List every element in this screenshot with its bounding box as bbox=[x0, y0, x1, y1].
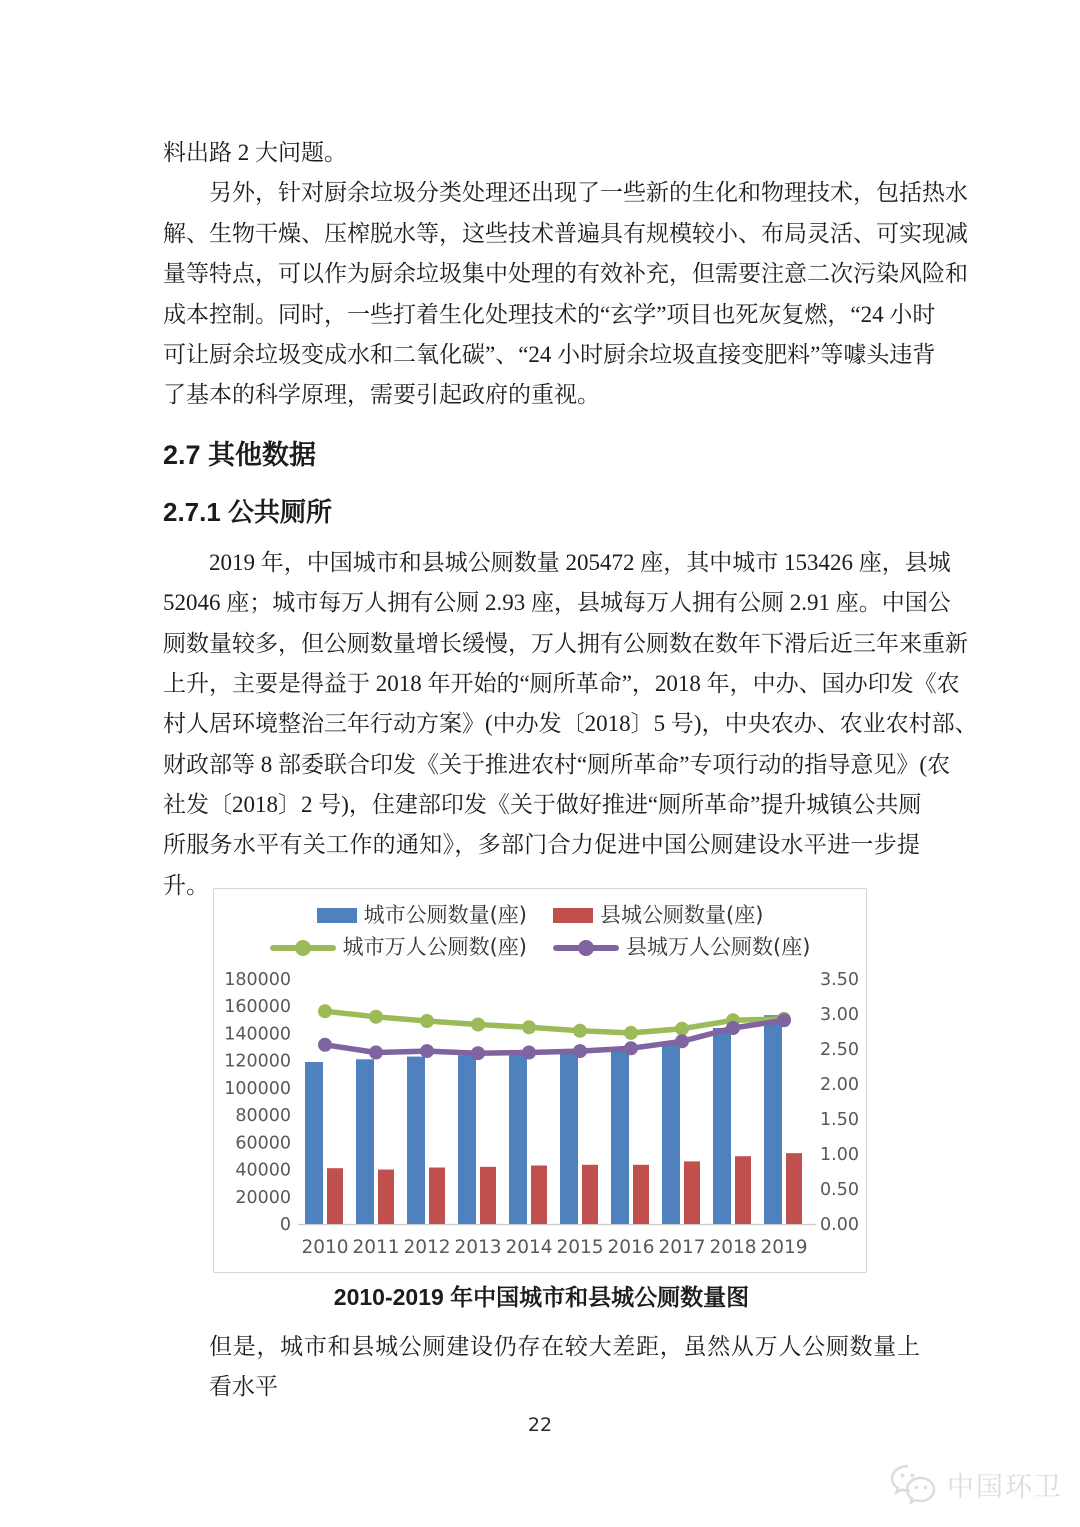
legend-item-city-toilets bbox=[317, 905, 527, 926]
city-per10k-marker bbox=[573, 1024, 587, 1038]
paragraph-line: 但是，城市和县城公厕建设仍存在较大差距，虽然从万人公厕数量上看水平 bbox=[209, 1333, 920, 1400]
city-per10k-marker bbox=[624, 1026, 638, 1040]
right-axis-tick-label: 1.00 bbox=[820, 1144, 859, 1165]
county-per10k-marker bbox=[318, 1038, 332, 1052]
paragraph-line: 量等特点，可以作为厨余垃圾集中处理的有效补充，但需要注意二次污染风险和 bbox=[163, 261, 968, 287]
watermark-text: 中国环卫 bbox=[947, 1471, 1063, 1502]
legend-item-county-per10k bbox=[553, 937, 810, 958]
right-axis-tick-label: 2.50 bbox=[820, 1039, 859, 1060]
legend-label: 县城万人公厕数(座) bbox=[626, 935, 811, 960]
legend-row-lines bbox=[214, 933, 866, 963]
paragraph-line: 可让厨余垃圾变成水和二氧化碳”、“24 小时厨余垃圾直接变肥料”等噱头违背 bbox=[163, 341, 936, 367]
city-toilet-bar bbox=[407, 1056, 425, 1223]
county-per10k-marker bbox=[522, 1045, 536, 1059]
legend-label: 城市万人公厕数(座) bbox=[342, 935, 527, 960]
county-per10k-marker bbox=[777, 1013, 791, 1027]
paragraph-line: 了基本的科学原理，需要引起政府的重视。 bbox=[163, 382, 600, 408]
paragraph-line: 社发〔2018〕2 号)，住建部印发《关于做好推进“厕所革命”提升城镇公共厕 bbox=[163, 792, 922, 818]
paragraph-line: 另外，针对厨余垃圾分类处理还出现了一些新的生化和物理技术，包括热水 bbox=[209, 180, 968, 206]
section-heading-2-7-1: 2.7.1 公共厕所 bbox=[163, 496, 333, 527]
paragraph-line: 所服务水平有关工作的通知》，多部门合力促进中国公厕建设水平进一步提升。 bbox=[163, 832, 920, 898]
city-line-swatch bbox=[270, 945, 336, 951]
chart-caption: 2010-2019 年中国城市和县城公厕数量图 bbox=[333, 1283, 750, 1310]
x-axis-category-label: 2019 bbox=[760, 1236, 808, 1258]
left-axis-tick-label: 20000 bbox=[235, 1187, 291, 1208]
county-per10k-marker bbox=[726, 1021, 740, 1035]
x-axis-category-label: 2018 bbox=[709, 1236, 757, 1258]
city-toilet-bar bbox=[509, 1054, 527, 1224]
county-toilet-bar bbox=[684, 1161, 700, 1224]
legend-label: 县城公厕数量(座) bbox=[600, 903, 764, 928]
legend-row-bars bbox=[214, 901, 866, 931]
county-bar-swatch bbox=[553, 908, 593, 923]
city-toilet-bar bbox=[764, 1015, 782, 1224]
city-per10k-marker bbox=[420, 1014, 434, 1028]
paragraph-line: 厕数量较多，但公厕数量增长缓慢，万人拥有公厕数在数年下滑后近三年来重新 bbox=[163, 630, 968, 656]
x-axis-category-label: 2016 bbox=[607, 1236, 655, 1258]
city-toilet-bar bbox=[560, 1052, 578, 1224]
county-toilet-bar bbox=[378, 1169, 394, 1223]
combo-chart-svg bbox=[214, 969, 866, 1269]
legend-item-county-toilets bbox=[553, 905, 763, 926]
city-per10k-marker bbox=[318, 1004, 332, 1018]
city-toilet-bar bbox=[713, 1028, 731, 1224]
left-axis-tick-label: 160000 bbox=[224, 997, 291, 1018]
chart-legend bbox=[214, 889, 866, 969]
county-toilet-bar bbox=[429, 1167, 445, 1223]
county-per10k-marker bbox=[420, 1044, 434, 1058]
page-content bbox=[163, 133, 978, 1400]
x-axis-category-label: 2015 bbox=[556, 1236, 604, 1258]
county-toilet-bar bbox=[480, 1167, 496, 1224]
left-axis-tick-label: 140000 bbox=[224, 1024, 291, 1045]
city-toilet-bar bbox=[356, 1059, 374, 1224]
city-per10k-marker bbox=[522, 1020, 536, 1034]
left-axis-tick-label: 0 bbox=[279, 1214, 291, 1235]
paragraph-line: 成本控制。同时，一些打着生化处理技术的“玄学”项目也死灰复燃，“24 小时 bbox=[163, 301, 936, 327]
county-toilet-bar bbox=[633, 1165, 649, 1224]
left-axis-tick-label: 80000 bbox=[235, 1105, 291, 1126]
toilet-count-chart bbox=[213, 888, 867, 1273]
wechat-logo-icon bbox=[887, 1462, 939, 1506]
left-axis-tick-label: 40000 bbox=[235, 1160, 291, 1181]
city-toilet-bar bbox=[611, 1050, 629, 1224]
left-axis-tick-label: 180000 bbox=[224, 969, 291, 990]
x-axis-category-label: 2011 bbox=[352, 1236, 400, 1258]
city-per10k-marker bbox=[471, 1017, 485, 1031]
paragraph-line: 2019 年，中国城市和县城公厕数量 205472 座，其中城市 153426 座，县城 bbox=[209, 549, 951, 575]
x-axis-category-label: 2010 bbox=[301, 1236, 349, 1258]
county-per10k-marker bbox=[675, 1034, 689, 1048]
county-per10k-marker bbox=[471, 1046, 485, 1060]
county-per10k-marker bbox=[624, 1041, 638, 1055]
city-per10k-marker bbox=[369, 1010, 383, 1024]
city-line-dot bbox=[295, 940, 311, 956]
right-axis-tick-label: 0.50 bbox=[820, 1179, 859, 1200]
county-line-dot bbox=[578, 940, 594, 956]
city-toilet-bar bbox=[305, 1062, 323, 1224]
county-toilet-bar bbox=[327, 1168, 343, 1224]
right-axis-tick-label: 2.00 bbox=[820, 1074, 859, 1095]
left-axis-tick-label: 60000 bbox=[235, 1133, 291, 1154]
right-axis-tick-label: 3.50 bbox=[820, 969, 859, 990]
legend-item-city-per10k bbox=[270, 937, 527, 958]
paragraph-line: 上升，主要是得益于 2018 年开始的“厕所革命”，2018 年，中办、国办印发《农 bbox=[163, 670, 960, 696]
x-axis-category-label: 2014 bbox=[505, 1236, 553, 1258]
city-bar-swatch bbox=[317, 908, 357, 923]
left-axis-tick-label: 120000 bbox=[224, 1051, 291, 1072]
watermark bbox=[887, 1462, 1063, 1506]
right-axis-tick-label: 3.00 bbox=[820, 1004, 859, 1025]
x-axis-category-label: 2013 bbox=[454, 1236, 502, 1258]
paragraph-line: 52046 座；城市每万人拥有公厕 2.93 座，县城每万人拥有公厕 2.91 座。中国公 bbox=[163, 590, 951, 616]
county-per10k-marker bbox=[369, 1045, 383, 1059]
right-axis-tick-label: 1.50 bbox=[820, 1109, 859, 1130]
city-per10k-marker bbox=[675, 1022, 689, 1036]
paragraph-line: 解、生物干燥、压榨脱水等，这些技术普遍具有规模较小、布局灵活、可实现减 bbox=[163, 220, 968, 246]
county-per10k-marker bbox=[573, 1044, 587, 1058]
x-axis-category-label: 2012 bbox=[403, 1236, 451, 1258]
paragraph-line: 料出路 2 大问题。 bbox=[163, 140, 347, 165]
paragraph-line: 村人居环境整治三年行动方案》(中办发〔2018〕5 号)，中央农办、农业农村部、 bbox=[163, 711, 978, 737]
county-toilet-bar bbox=[531, 1165, 547, 1224]
city-toilet-bar bbox=[458, 1055, 476, 1224]
legend-label: 城市公厕数量(座) bbox=[363, 903, 527, 928]
left-axis-tick-label: 100000 bbox=[224, 1078, 291, 1099]
right-axis-tick-label: 0.00 bbox=[820, 1214, 859, 1235]
county-toilet-bar bbox=[735, 1156, 751, 1224]
paragraph-line: 财政部等 8 部委联合印发《关于推进农村“厕所革命”专项行动的指导意见》(农 bbox=[163, 751, 951, 777]
county-toilet-bar bbox=[582, 1165, 598, 1224]
city-toilet-bar bbox=[662, 1041, 680, 1223]
x-axis-category-label: 2017 bbox=[658, 1236, 706, 1258]
section-heading-2-7: 2.7 其他数据 bbox=[163, 439, 317, 470]
page-number: 22 bbox=[527, 1414, 553, 1436]
county-toilet-bar bbox=[786, 1153, 802, 1224]
county-line-swatch bbox=[553, 945, 619, 951]
